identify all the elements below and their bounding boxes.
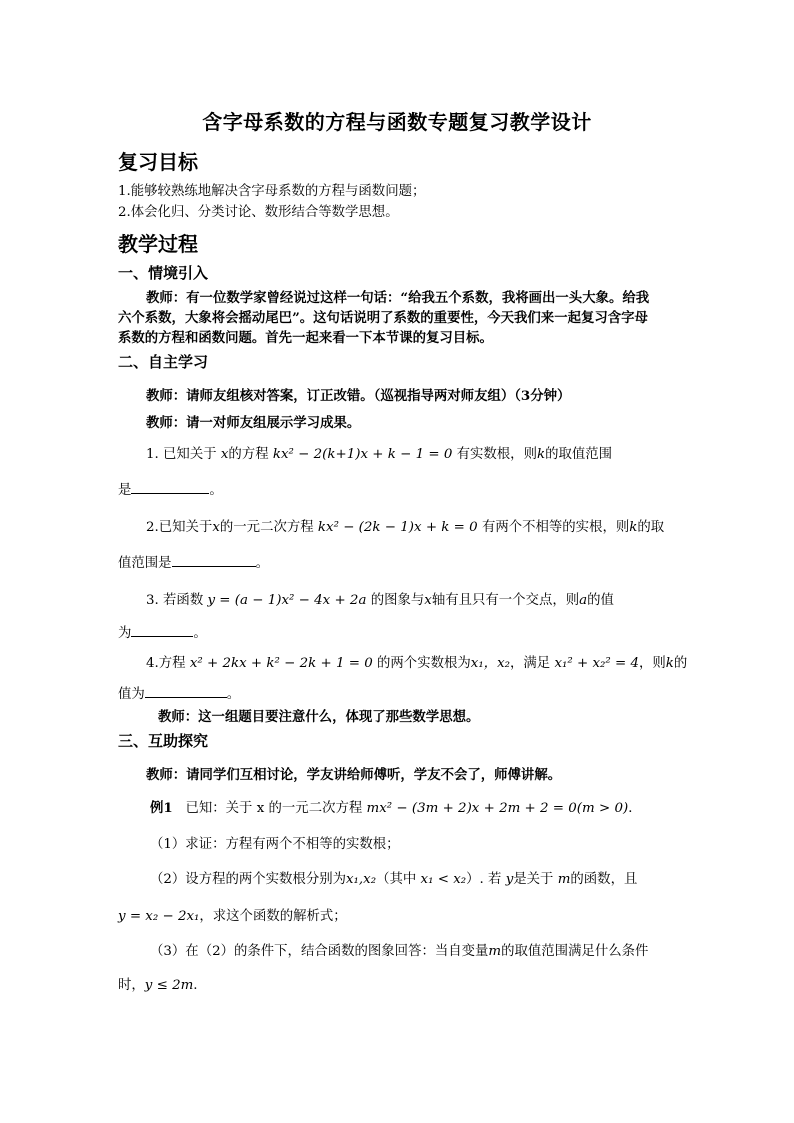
example-1-equation: mx² − (3m + 2)x + 2m + 2 = 0(m > 0) (366, 801, 629, 816)
question-3-line-2: 为 。 (118, 626, 207, 641)
answer-blank-3[interactable] (131, 624, 193, 637)
question-2-line-1: 2.已知关于x的一元二次方程 kx² − (2k − 1)x + k = 0 有两个不相等的实根，则k的取 (146, 520, 665, 535)
example-1-part-3-line-2: 时，y ≤ 2m. (118, 978, 198, 993)
question-2-equation: kx² − (2k − 1)x + k = 0 (317, 520, 478, 535)
section-2-teacher-2: 教师：请一对师友组展示学习成果。 (146, 415, 361, 431)
example-1-statement: 例1 已知：关于 x 的一元二次方程 mx² − (3m + 2)x + 2m + 2 = 0(m > 0)． (150, 800, 642, 816)
section-2-teacher-3: 教师：这一组题目要注意什么，体现了那些数学思想。 (158, 709, 480, 725)
question-4-equation: x² + 2kx + k² − 2k + 1 = 0 (189, 656, 373, 671)
section-1-line-3: 系数的方程和函数问题。首先一起来看一下本节课的复习目标。 (118, 330, 493, 346)
question-4-line-1: 4.方程 x² + 2kx + k² − 2k + 1 = 0 的两个实数根为x₁，x₂，满足 x₁² + x₂² = 4，则k的 (146, 656, 688, 671)
example-1-label: 例1 (150, 800, 173, 816)
question-1-equation: kx² − 2(k+1)x + k − 1 = 0 (272, 447, 453, 462)
section-2-heading: 二、自主学习 (118, 353, 209, 371)
process-heading: 教学过程 (118, 232, 198, 256)
answer-blank-4[interactable] (145, 685, 227, 698)
section-3-heading: 三、互助探究 (118, 732, 209, 750)
example-1-part-2-line-2: y = x₂ − 2x₁，求这个函数的解析式； (118, 909, 347, 924)
section-3-teacher-1: 教师：请同学们互相讨论，学友讲给师傅听，学友不会了，师傅讲解。 (146, 767, 562, 783)
question-3-line-1: 3. 若函数 y = (a − 1)x² − 4x + 2a 的图象与x轴有且只有一个交点，则a的值 (146, 593, 614, 608)
question-4-line-2: 值为 。 (118, 687, 241, 702)
question-3-equation: y = (a − 1)x² − 4x + 2a (207, 593, 367, 608)
example-1-part-2-line-1: （2）设方程的两个实数根分别为x₁,x₂（其中 x₁ < x₂）. 若 y是关于 m的函数，且 (150, 872, 638, 887)
example-1-part-1: （1）求证：方程有两个不相等的实数根； (150, 837, 400, 852)
section-1-line-1: 教师：有一位数学家曾经说过这样一句话：“给我五个系数，我将画出一头大象。给我 (146, 290, 650, 306)
goal-item-2: 2.体会化归、分类讨论、数形结合等数学思想。 (118, 205, 399, 220)
document-title: 含字母系数的方程与函数专题复习教学设计 (202, 110, 592, 134)
goals-heading: 复习目标 (118, 150, 198, 174)
section-1-line-2: 六个系数，大象将会摇动尾巴”。这句话说明了系数的重要性，今天我们来一起复习含字母 (118, 310, 648, 326)
section-2-teacher-1: 教师：请师友组核对答案，订正改错。（巡视指导两对师友组）（3分钟） (146, 388, 571, 404)
question-2-line-2: 值范围是 。 (118, 556, 269, 571)
answer-blank-2[interactable] (172, 554, 256, 567)
section-1-heading: 一、情境引入 (118, 264, 209, 282)
goal-item-1: 1.能够较熟练地解决含字母系数的方程与函数问题； (118, 184, 426, 199)
example-1-part-3-line-1: （3）在（2）的条件下，结合函数的图象回答：当自变量m的取值范围满足什么条件 (150, 944, 649, 959)
answer-blank-1[interactable] (131, 481, 209, 494)
question-1-line-1: 1. 已知关于 x的方程 kx² − 2(k+1)x + k − 1 = 0 有实数根，则k的取值范围 (146, 447, 613, 462)
question-1-line-2: 是 。 (118, 483, 223, 498)
